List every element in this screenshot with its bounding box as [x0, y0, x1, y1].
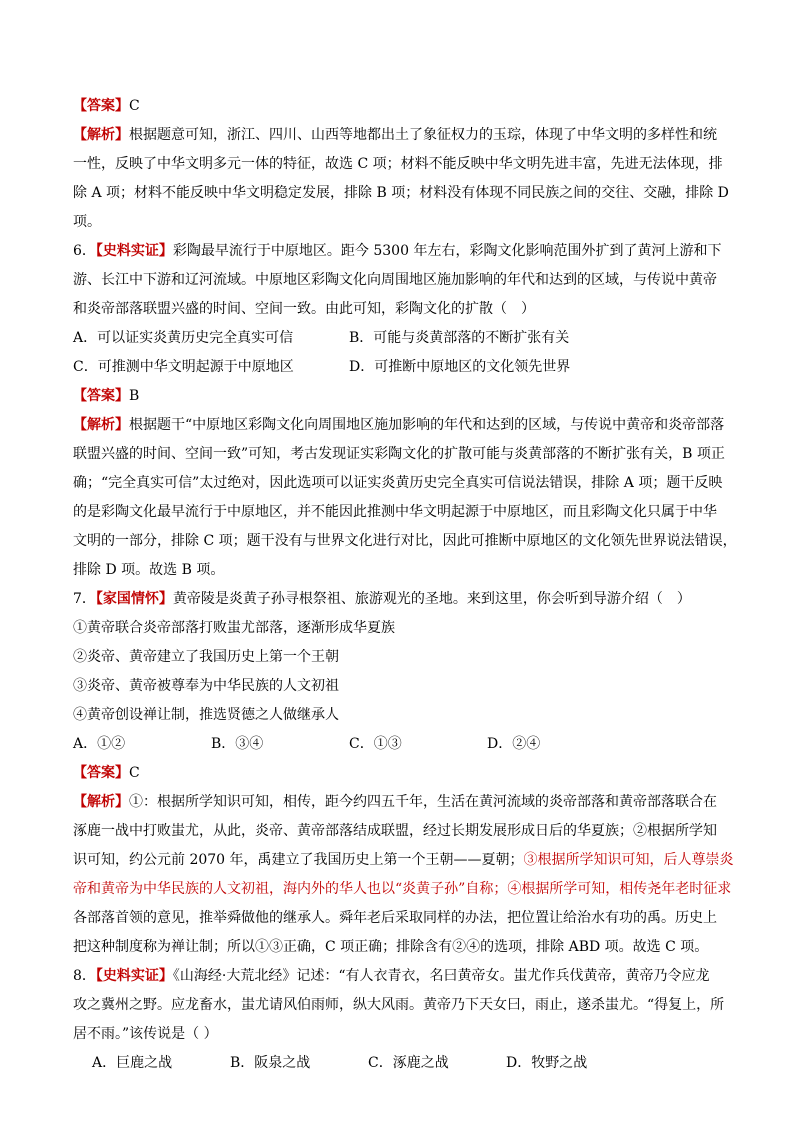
- question-8: [73, 962, 733, 1078]
- explanation-text: 各部落首领的意见，推举舜做他的继承人。舜年老后采取同样的办法，把位置让给治水有功的禹。历史上: [73, 910, 717, 926]
- option-b[interactable]: B．可能与炎黄部落的不断扩张有关: [349, 330, 570, 346]
- option-c[interactable]: C．涿鹿之战: [368, 1055, 449, 1071]
- question-7: [73, 585, 733, 759]
- explanation-text: 根据题干“中原地区彩陶文化向周围地区施加影响的年代和达到的区域，与传说中黄帝和炎帝部落: [129, 417, 725, 433]
- answer-value: B: [129, 388, 140, 404]
- question-6: [73, 237, 733, 382]
- option-b[interactable]: B．③④: [211, 736, 264, 752]
- explanation-5: [73, 121, 733, 237]
- explanation-tag: 【解析】: [73, 127, 129, 143]
- explanation-highlight: ③根据所学知识可知，后人尊崇炎: [523, 852, 734, 868]
- explanation-6: [73, 411, 737, 585]
- question-text: 黄帝陵是炎黄子孙寻根祭祖、旅游观光的圣地。来到这里，你会听到导游介绍（ ）: [172, 591, 691, 607]
- option-b[interactable]: B．阪泉之战: [230, 1055, 311, 1071]
- question-number: 7．: [73, 591, 96, 607]
- statement-4: ④黄帝创设禅让制，推选贤德之人做继承人: [73, 707, 339, 723]
- explanation-text: 联盟兴盛的时间、空间一致”可知，考古发现证实彩陶文化的扩散可能与炎黄部落的不断扩张有关，B 项正: [73, 446, 725, 462]
- question-number: 8．: [73, 968, 96, 984]
- question-text: 居不雨。”该传说是（ ）: [73, 1026, 218, 1042]
- option-c[interactable]: C．①③: [349, 736, 402, 752]
- option-a[interactable]: A．巨鹿之战: [92, 1055, 173, 1071]
- explanation-text: 文明的一部分，排除 C 项；题干没有与世界文化进行对比，因此可推断中原地区的文化领先世界说法错误，: [73, 533, 737, 549]
- explanation-7: [73, 788, 733, 962]
- explanation-text: 的是彩陶文化最早流行于中原地区，并不能因此推测中华文明起源于中原地区，而且彩陶文化只属于中华: [73, 504, 717, 520]
- explanation-tag: 【解析】: [73, 794, 129, 810]
- explanation-highlight: 帝和黄帝为中华民族的人文初祖，海内外的华人也以“炎黄子孙”自称；④根据所学可知，相传尧年老时征求: [73, 881, 732, 897]
- explanation-text: 把这种制度称为禅让制；所以①③正确，C 项正确；排除含有②④的选项，排除 ABD 项。故选 C 项。: [73, 939, 709, 955]
- explanation-text: 根据题意可知，浙江、四川、山西等地都出土了象征权力的玉琮，体现了中华文明的多样性和统: [129, 127, 717, 143]
- explanation-text: 一性，反映了中华文明多元一体的特征，故选 C 项；材料不能反映中华文明先进丰富，先进无法体现，排: [73, 156, 723, 172]
- option-a[interactable]: A．可以证实炎黄历史完全真实可信: [73, 330, 294, 346]
- explanation-tag: 【解析】: [73, 417, 129, 433]
- question-number: 6．: [73, 243, 96, 259]
- option-c[interactable]: C．可推测中华文明起源于中原地区: [73, 359, 294, 375]
- statement-3: ③炎帝、黄帝被尊奉为中华民族的人文初祖: [73, 678, 339, 694]
- explanation-text: 识可知，约公元前 2070 年，禹建立了我国历史上第一个王朝——夏朝；: [73, 852, 524, 868]
- answer-tag: 【答案】: [73, 388, 129, 404]
- explanation-text: 排除 D 项。故选 B 项。: [73, 562, 225, 578]
- statement-1: ①黄帝联合炎帝部落打败蚩尤部落，逐渐形成华夏族: [73, 620, 395, 636]
- option-d[interactable]: D．可推断中原地区的文化领先世界: [349, 359, 571, 375]
- statement-2: ②炎帝、黄帝建立了我国历史上第一个王朝: [73, 649, 339, 665]
- explanation-text: 项。: [73, 214, 101, 230]
- question-tag: 【家国情怀】: [95, 591, 173, 607]
- question-text: 和炎帝部落联盟兴盛的时间、空间一致。由此可知，彩陶文化的扩散（ ）: [73, 301, 535, 317]
- option-d[interactable]: D．②④: [487, 736, 541, 752]
- answer-6: [73, 382, 733, 411]
- question-text: 《山海经·大荒北经》记述：“有人衣青衣，名曰黄帝女。蚩尤作兵伐黄帝，黄帝乃令应龙: [172, 968, 710, 984]
- option-d[interactable]: D．牧野之战: [506, 1055, 588, 1071]
- explanation-text: 涿鹿一战中打败蚩尤，从此，炎帝、黄帝部落结成联盟，经过长期发展形成日后的华夏族；②根据所学知: [73, 823, 717, 839]
- answer-7: [73, 759, 733, 788]
- explanation-text: 除 A 项；材料不能反映中华文明稳定发展，排除 B 项；材料没有体现不同民族之间的交往、交融，排除 D: [73, 185, 729, 201]
- document-page: [73, 92, 737, 1078]
- answer-tag: 【答案】: [73, 765, 129, 781]
- question-text: 游、长江中下游和辽河流域。中原地区彩陶文化向周围地区施加影响的年代和达到的区域，与传说中黄帝: [73, 272, 717, 288]
- question-tag: 【史料实证】: [95, 968, 173, 984]
- answer-value: C: [129, 765, 140, 781]
- explanation-text: ①：根据所学知识可知，相传，距今约四五千年，生活在黄河流域的炎帝部落和黄帝部落联合在: [129, 794, 717, 810]
- answer-5: [73, 92, 733, 121]
- question-tag: 【史料实证】: [95, 243, 173, 259]
- answer-tag: 【答案】: [73, 98, 129, 114]
- answer-value: C: [129, 98, 140, 114]
- option-a[interactable]: A．①②: [73, 736, 126, 752]
- question-text: 彩陶最早流行于中原地区。距今 5300 年左右，彩陶文化影响范围外扩到了黄河上游和下: [172, 243, 722, 259]
- question-text: 攻之冀州之野。应龙畜水，蚩尤请风伯雨师，纵大风雨。黄帝乃下天女曰，雨止，遂杀蚩尤。“得复上，所: [73, 997, 725, 1013]
- explanation-text: 确；“完全真实可信”太过绝对，因此选项可以证实炎黄历史完全真实可信说法错误，排除 A 项；题干反映: [73, 475, 723, 491]
